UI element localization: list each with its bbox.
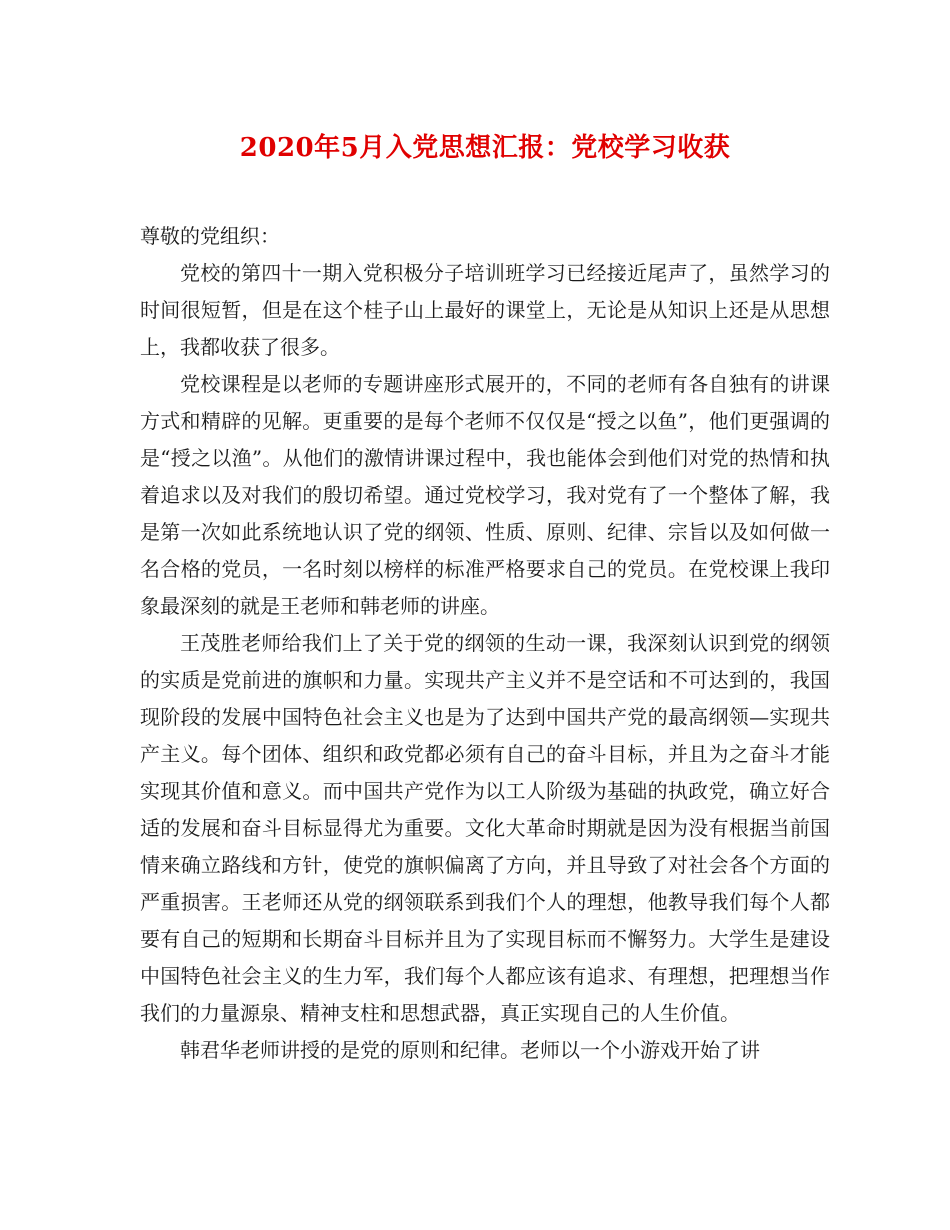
document-title: 2020年5月入党思想汇报：党校学习收获	[239, 133, 731, 163]
salutation: 尊敬的党组织：	[140, 224, 280, 248]
paragraph-3: 王茂胜老师给我们上了关于党的纲领的生动一课，我深刻认识到党的纲领的实质是党前进的旗帜和力量。实现共产主义并不是空话和不可达到的，我国现阶段的发展中国特色社会主义也是为了达到中国共产党的最高纲领—实现共产主义。每个团体、组织和政党都必须有自己的奋斗目标，并且为之奋斗才能实现其价值和意义。而中国共产党作为以工人阶级为基础的执政党，确立好合适的发展和奋斗目标显得尤为重要。文化大革命时期就是因为没有根据当前国情来确立路线和方针，使党的旗帜偏离了方向，并且导致了对社会各个方面的严重损害。王老师还从党的纲领联系到我们个人的理想，他教导我们每个人都要有自己的短期和长期奋斗目标并且为了实现目标而不懈努力。大学生是建设中国特色社会主义的生力军，我们每个人都应该有追求、有理想，把理想当作我们的力量源泉、精神支柱和思想武器，真正实现自己的人生价值。	[140, 631, 830, 1025]
document-page	[140, 128, 830, 1069]
paragraph-2: 党校课程是以老师的专题讲座形式展开的，不同的老师有各自独有的讲课方式和精辟的见解。更重要的是每个老师不仅仅是“授之以鱼”，他们更强调的是“授之以渔”。从他们的激情讲课过程中，我也能体会到他们对党的热情和执着追求以及对我们的殷切希望。通过党校学习，我对党有了一个整体了解，我是第一次如此系统地认识了党的纲领、性质、原则、纪律、宗旨以及如何做一名合格的党员，一名时刻以榜样的标准严格要求自己的党员。在党校课上我印象最深刻的就是王老师和韩老师的讲座。	[140, 372, 830, 618]
paragraph-1: 党校的第四十一期入党积极分子培训班学习已经接近尾声了，虽然学习的时间很短暂，但是在这个桂子山上最好的课堂上，无论是从知识上还是从思想上，我都收获了很多。	[140, 261, 830, 359]
paragraph-4: 韩君华老师讲授的是党的原则和纪律。老师以一个小游戏开始了讲	[180, 1038, 760, 1062]
